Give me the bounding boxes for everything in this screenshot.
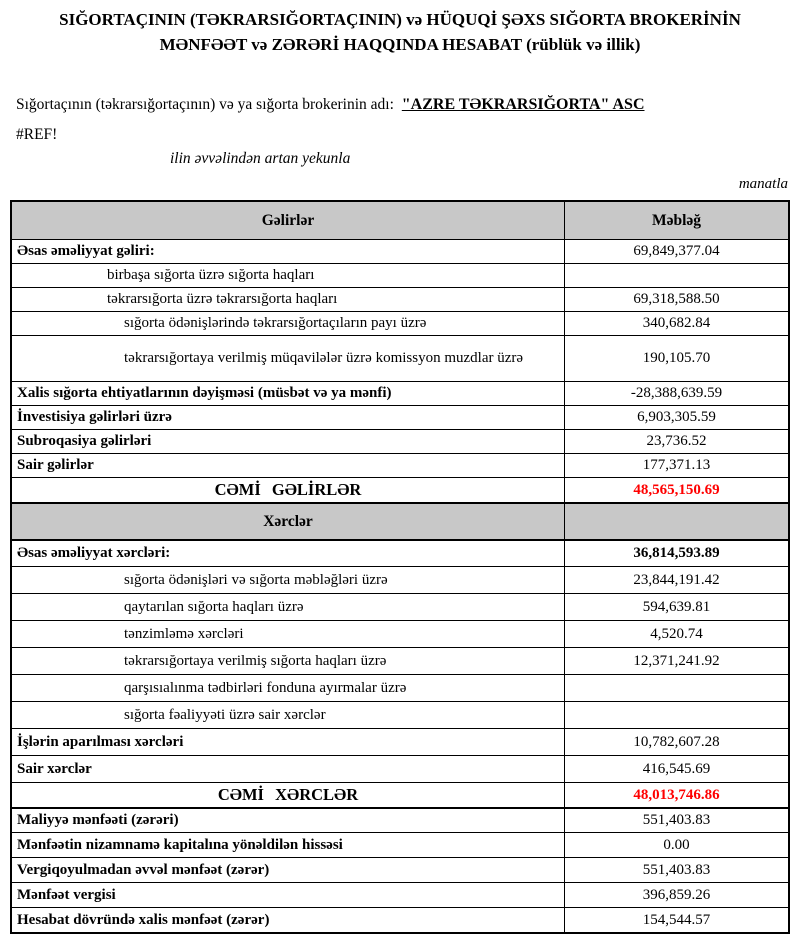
row-label: Xalis sığorta ehtiyatlarının dəyişməsi (müsbət və ya mənfi)	[12, 382, 565, 405]
table-row	[12, 647, 788, 674]
row-value	[565, 675, 788, 701]
row-value: 69,318,588.50	[633, 291, 720, 307]
row-label: sığorta ödənişləri və sığorta məbləğləri üzrə	[12, 567, 565, 593]
row-label: təkrarsığorta üzrə təkrarsığorta haqları	[12, 288, 565, 311]
row-value: 10,782,607.28	[633, 733, 720, 750]
table-row	[12, 907, 788, 932]
table-row	[12, 882, 788, 907]
report-title	[0, 8, 800, 57]
row-label: Əsas əməliyyat gəliri:	[12, 240, 565, 263]
table-row	[12, 429, 788, 453]
row-value: -28,388,639.59	[630, 385, 723, 401]
table-row	[12, 287, 788, 311]
row-label: Hesabat dövründə xalis mənfəət (zərər)	[12, 908, 565, 932]
row-value: 0.00	[663, 836, 690, 853]
row-value: 4,520.74	[650, 625, 703, 642]
expense-total-row	[12, 782, 788, 807]
row-label: təkrarsığortaya verilmiş müqavilələr üzrə komissyon muzdlar üzrə	[12, 336, 565, 381]
row-value: 23,844,191.42	[633, 571, 720, 588]
report-table	[10, 200, 790, 934]
row-label: sığorta ödənişlərində təkrarsığortaçıların payı üzrə	[12, 312, 565, 335]
table-row	[12, 335, 788, 381]
table-row	[12, 728, 788, 755]
table-row	[12, 620, 788, 647]
row-label: Mənfəət vergisi	[12, 883, 565, 907]
table-row	[12, 381, 788, 405]
row-value: 551,403.83	[642, 812, 711, 828]
income-total-label: CƏMİ GƏLİRLƏR	[12, 478, 565, 502]
table-row	[12, 566, 788, 593]
table-row	[12, 857, 788, 882]
row-label: birbaşa sığorta üzrə sığorta haqları	[12, 264, 565, 287]
row-value: 12,371,241.92	[633, 652, 720, 669]
row-label: Subroqasiya gəlirləri	[12, 430, 565, 453]
table-row	[12, 405, 788, 429]
row-label: qarşısıalınma tədbirləri fonduna ayırmalar üzrə	[12, 675, 565, 701]
row-label: Maliyyə mənfəəti (zərəri)	[12, 809, 565, 832]
table-row	[12, 453, 788, 477]
row-value	[565, 702, 788, 728]
row-value: 154,544.57	[642, 911, 711, 928]
organization-label: Sığortaçının (təkrarsığortaçının) və ya sığorta brokerinin adı:	[16, 96, 394, 113]
table-row	[12, 239, 788, 263]
row-label: tənzimləmə xərcləri	[12, 621, 565, 647]
expense-section-header	[12, 502, 788, 539]
row-value: 396,859.26	[642, 886, 711, 903]
row-label: qaytarılan sığorta haqları üzrə	[12, 594, 565, 620]
row-value: 6,903,305.59	[637, 409, 716, 425]
income-section-header	[12, 202, 788, 239]
table-row	[12, 807, 788, 832]
table-row	[12, 263, 788, 287]
expense-header-empty-cell	[565, 504, 788, 539]
amount-header-label: Məbləğ	[565, 202, 788, 239]
table-row	[12, 593, 788, 620]
row-label: təkrarsığortaya verilmiş sığorta haqları üzrə	[12, 648, 565, 674]
expense-total-label: CƏMİ XƏRCLƏR	[12, 783, 565, 807]
ref-error-text: #REF!	[16, 126, 58, 143]
table-row	[12, 674, 788, 701]
row-value: 340,682.84	[642, 315, 711, 331]
income-total-value: 48,565,150.69	[633, 481, 720, 498]
income-total-row	[12, 477, 788, 502]
row-value: 594,639.81	[642, 598, 711, 615]
row-label: İşlərin aparılması xərcləri	[12, 729, 565, 755]
row-value: 69,849,377.04	[633, 243, 720, 259]
organization-line	[16, 96, 645, 114]
row-value: 551,403.83	[642, 861, 711, 878]
row-value: 36,814,593.89	[633, 545, 720, 561]
row-label: İnvestisiya gəlirləri üzrə	[12, 406, 565, 429]
row-value: 190,105.70	[642, 350, 711, 366]
row-label: Mənfəətin nizamnamə kapitalına yönəldilən hissəsi	[12, 833, 565, 857]
row-label: Sair gəlirlər	[12, 454, 565, 477]
report-title-line1: SIĞORTAÇININ (TƏKRARSIĞORTAÇININ) və HÜQUQİ ŞƏXS SIĞORTA BROKERİNİN	[59, 10, 741, 29]
organization-name: "AZRE TƏKRARSIĞORTA" ASC	[401, 96, 645, 113]
expense-total-value: 48,013,746.86	[633, 786, 720, 803]
table-row	[12, 755, 788, 782]
row-label: Vergiqoyulmadan əvvəl mənfəət (zərər)	[12, 858, 565, 882]
row-value	[565, 264, 788, 287]
table-row	[12, 701, 788, 728]
table-row	[12, 539, 788, 566]
period-note: ilin əvvəlindən artan yekunla	[170, 150, 351, 167]
row-label: sığorta fəaliyyəti üzrə sair xərclər	[12, 702, 565, 728]
row-value: 23,736.52	[646, 433, 707, 449]
row-value: 177,371.13	[642, 457, 711, 473]
row-label: Sair xərclər	[12, 756, 565, 782]
table-row	[12, 311, 788, 335]
row-label: Əsas əməliyyat xərcləri:	[12, 541, 565, 566]
report-title-line2: MƏNFƏƏT və ZƏRƏRİ HAQQINDA HESABAT (rüblük və illik)	[159, 34, 641, 54]
currency-note: manatla	[738, 176, 788, 192]
row-value: 416,545.69	[642, 760, 711, 777]
expense-header-label: Xərclər	[12, 504, 565, 539]
income-header-label: Gəlirlər	[12, 202, 565, 239]
table-row	[12, 832, 788, 857]
